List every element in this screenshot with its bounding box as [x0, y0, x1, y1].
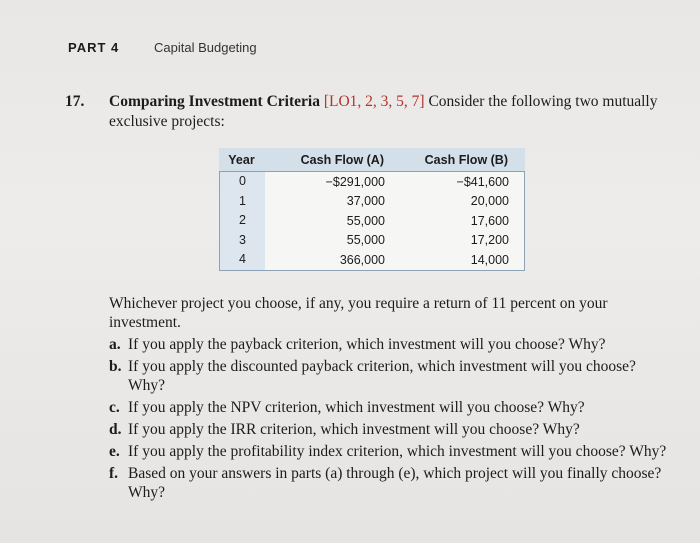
cell-cash-flow-a: 37,000 — [346, 194, 385, 209]
problem-title: Comparing Investment Criteria — [109, 93, 320, 110]
question-item — [109, 420, 675, 439]
question-label: c. — [109, 399, 120, 416]
part-label: PART 4 — [68, 40, 120, 55]
question-label: d. — [109, 421, 122, 438]
table-row — [220, 172, 524, 192]
cell-cash-flow-a: 55,000 — [346, 233, 385, 248]
cell-cash-flow-b: 14,000 — [470, 252, 509, 267]
cell-cash-flow-b: 17,600 — [470, 213, 509, 228]
question-label: b. — [109, 358, 122, 375]
table-row — [220, 231, 524, 251]
problem-intro: Consider the following two mutually exclusive projects: — [109, 93, 658, 130]
question-text: If you apply the NPV criterion, which investment will you choose? Why? — [128, 399, 585, 416]
question-label: f. — [109, 465, 119, 482]
column-header-year: Year — [228, 152, 255, 167]
cell-year: 1 — [220, 192, 265, 212]
cell-cash-flow-a: −$291,000 — [325, 174, 385, 189]
cell-cash-flow-a: 55,000 — [346, 213, 385, 228]
question-item — [109, 335, 675, 354]
table-row — [220, 250, 524, 270]
cash-flow-table — [219, 148, 525, 271]
table-row — [220, 211, 524, 231]
cell-year: 4 — [220, 250, 265, 270]
table-body — [219, 171, 525, 271]
question-list — [109, 335, 675, 502]
page-header — [68, 40, 257, 55]
learning-objectives: [LO1, 2, 3, 5, 7] — [323, 93, 425, 110]
cell-year: 0 — [220, 172, 265, 192]
cell-cash-flow-b: 20,000 — [470, 194, 509, 209]
cell-cash-flow-b: −$41,600 — [456, 174, 509, 189]
question-text: Based on your answers in parts (a) through (e), which project will you finally choose? Why? — [128, 465, 662, 501]
cell-cash-flow-a: 366,000 — [339, 252, 385, 267]
question-item — [109, 357, 675, 395]
question-item — [109, 442, 675, 461]
table-header-row — [219, 148, 525, 171]
question-label: a. — [109, 336, 121, 353]
problem-statement — [109, 92, 669, 132]
cell-cash-flow-b: 17,200 — [470, 233, 509, 248]
question-text: If you apply the discounted payback criterion, which investment will you choose? Why? — [128, 358, 636, 394]
problem-body — [109, 294, 675, 505]
column-header-cash-flow-b: Cash Flow (B) — [424, 152, 508, 167]
question-text: If you apply the IRR criterion, which investment will you choose? Why? — [128, 421, 580, 438]
cell-year: 3 — [220, 231, 265, 251]
question-item — [109, 464, 675, 502]
question-text: If you apply the payback criterion, which investment will you choose? Why? — [128, 336, 606, 353]
cell-year: 2 — [220, 211, 265, 231]
chapter-title: Capital Budgeting — [154, 40, 257, 55]
question-text: If you apply the profitability index criterion, which investment will you choose? Why? — [128, 443, 667, 460]
column-header-cash-flow-a: Cash Flow (A) — [300, 152, 384, 167]
question-label: e. — [109, 443, 120, 460]
required-return-paragraph: Whichever project you choose, if any, you require a return of 11 percent on your investment. — [109, 295, 608, 331]
table-row — [220, 192, 524, 212]
question-item — [109, 398, 675, 417]
problem-number: 17. — [65, 93, 85, 110]
